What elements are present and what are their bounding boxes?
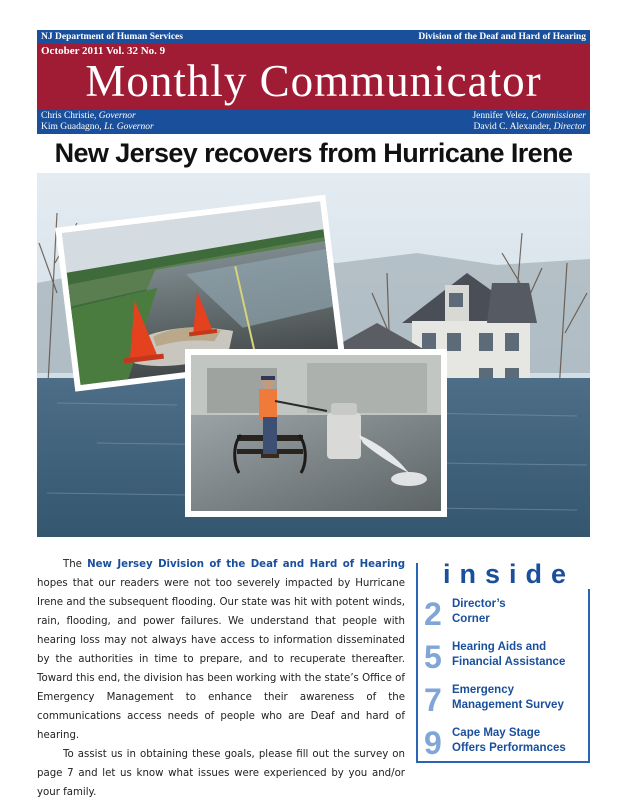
director: David C. Alexander, Director <box>473 122 586 132</box>
governor: Chris Christie, Governor <box>41 111 136 121</box>
department-name: NJ Department of Human Services <box>41 32 183 42</box>
hurricane-photo-collage <box>37 173 590 537</box>
article-paragraph-1: The New Jersey Division of the Deaf and Hard of Hearing hopes that our readers were not too severely impacted by Hurricane Irene and the subsequent flooding. Our state was hit with potent winds, rain, flooding, and power failures. We understand that people with hearing loss may not always have access to information disseminated by the authorities in time to prepare, and to recuperate thereafter. Toward this end, the division has been working with the state’s Office of Emergency Management to enhance their awareness of the communications access needs of people who are Deaf and hard of hearing. <box>37 559 405 741</box>
department-officials <box>472 111 586 133</box>
state-officials <box>41 111 154 133</box>
toc-item-directors-corner[interactable] <box>418 594 592 634</box>
toc-label: Cape May Stage Offers Performances <box>452 727 566 754</box>
newsletter-title: Monthly Communicator <box>85 56 542 106</box>
toc-item-hearing-aids[interactable] <box>418 637 592 677</box>
page-headline: New Jersey recovers from Hurricane Irene <box>54 138 573 168</box>
toc-item-cape-may-stage[interactable] <box>418 723 592 763</box>
article-body <box>37 555 405 802</box>
issue-info: October 2011 Vol. 32 No. 9 <box>41 45 166 57</box>
masthead-title-band <box>37 44 590 110</box>
article-paragraph-2: To assist us in obtaining these goals, please fill out the survey on page 7 and let us know what issues were experienced by you and/or your family. <box>37 749 405 798</box>
lt-governor: Kim Guadagno, Lt. Governor <box>41 122 154 132</box>
officials-bar <box>37 110 590 134</box>
inside-contents-box <box>416 559 590 763</box>
toc-page-number: 2 <box>424 596 442 632</box>
toc-label: Hearing Aids and Financial Assistance <box>452 641 566 668</box>
toc-label: Emergency Management Survey <box>452 684 564 711</box>
toc-page-number: 7 <box>424 682 442 718</box>
toc-page-number: 5 <box>424 639 442 675</box>
toc-page-number: 9 <box>424 725 442 761</box>
inside-title: inside <box>418 559 592 589</box>
toc-label: Director’s Corner <box>452 598 506 625</box>
division-name: Division of the Deaf and Hard of Hearing <box>418 32 586 42</box>
toc-item-emergency-survey[interactable] <box>418 680 592 720</box>
commissioner: Jennifer Velez, Commissioner <box>472 111 586 121</box>
masthead-top-bar <box>37 30 590 44</box>
division-name-highlight: New Jersey Division of the Deaf and Hard of Hearing <box>87 559 405 570</box>
power-washing-photo <box>185 349 447 517</box>
